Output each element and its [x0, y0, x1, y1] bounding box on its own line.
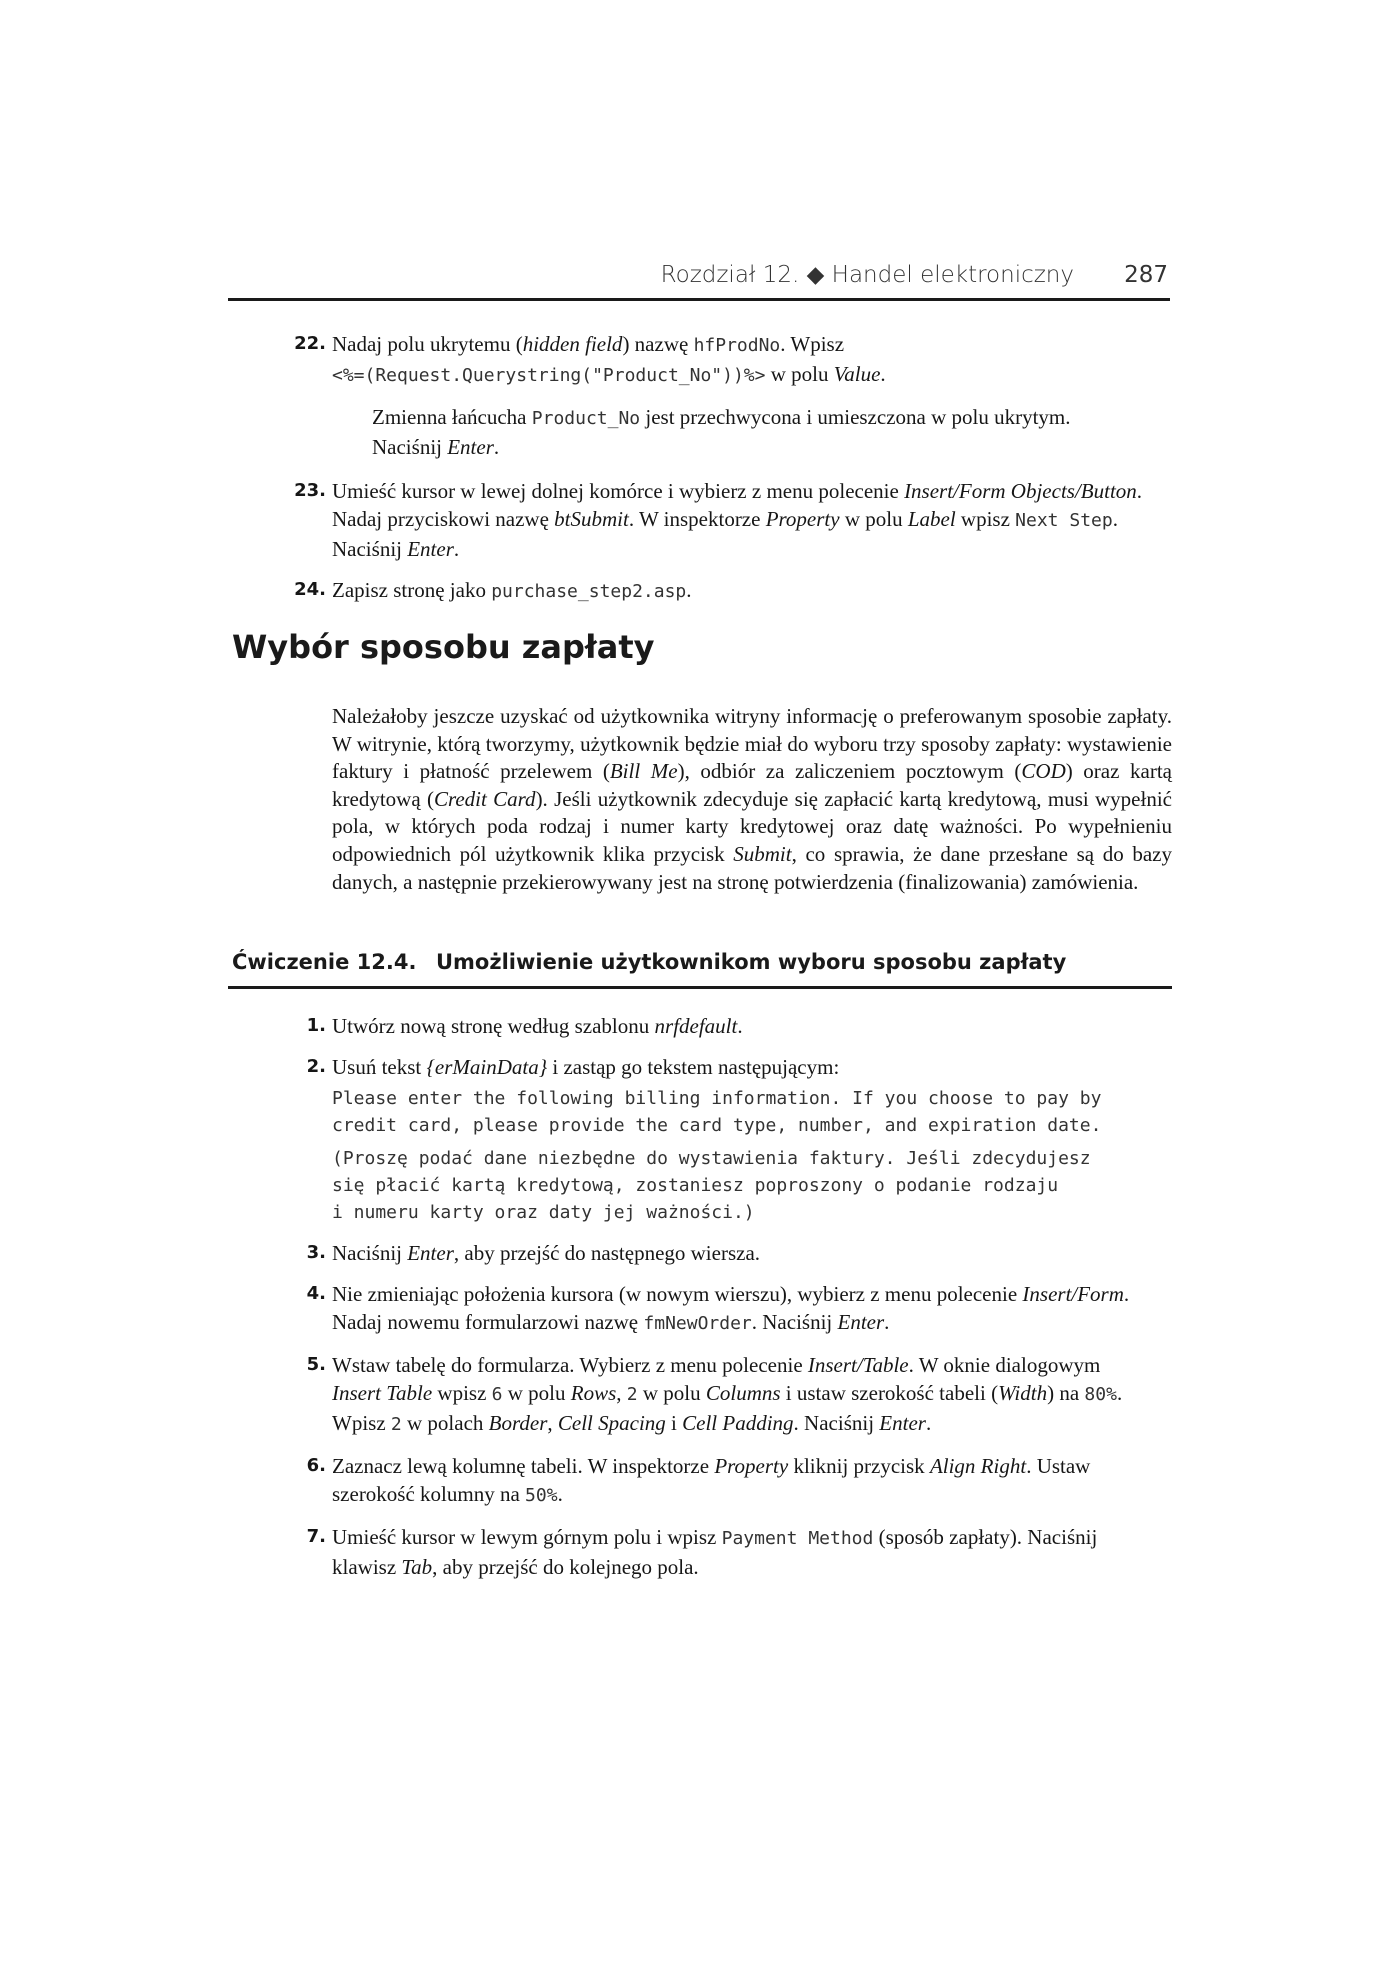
step-text: . W inspektorze: [628, 507, 766, 531]
step-number: 4.: [306, 1283, 326, 1304]
step-number: 1.: [306, 1015, 326, 1036]
step-emphasis: Insert/Form Objects/Button: [904, 479, 1137, 503]
step-text: , aby przejść do następnego wiersza.: [453, 1241, 761, 1265]
step-emphasis: Width: [998, 1381, 1048, 1405]
step-text: (sposób zapłaty). Naciśnij klawisz: [332, 1525, 1098, 1579]
step-emphasis: Enter: [407, 537, 454, 561]
exercise-title: Umożliwienie użytkownikom wyboru sposobu zapłaty: [436, 950, 1067, 974]
code-line: (Proszę podać dane niezbędne do wystawienia faktury. Jeśli zdecydujesz: [332, 1148, 1091, 1169]
code-literal: 80%: [1084, 1384, 1117, 1405]
section-paragraph: [332, 703, 1172, 896]
code-line: Please enter the following billing information. If you choose to pay by: [332, 1088, 1102, 1109]
step-text: ) nazwę: [622, 332, 694, 356]
code-literal: Next Step: [1015, 510, 1113, 531]
code-literal: 2: [626, 1384, 638, 1405]
step-text: Umieść kursor w lewej dolnej komórce i wybierz z menu polecenie: [332, 479, 905, 503]
step-text: w polu: [637, 1381, 706, 1405]
note-text: Naciśnij: [372, 435, 448, 459]
step-emphasis: Columns: [705, 1381, 781, 1405]
note-text: Zmienna łańcucha: [372, 405, 532, 429]
step-text: .: [453, 537, 460, 561]
step-text: w polu: [839, 507, 908, 531]
step-text: Nie zmieniając położenia kursora (w nowym wierszu), wybierz z menu polecenie: [332, 1282, 1023, 1306]
step-text: wpisz: [955, 507, 1016, 531]
step-text: .: [557, 1482, 563, 1506]
steps-list-bottom: [306, 1012, 1152, 1594]
step-emphasis: nrfdefault: [654, 1014, 738, 1038]
step-number: 24.: [294, 579, 326, 600]
step-emphasis: Insert Table: [332, 1381, 433, 1405]
list-item: [294, 576, 1152, 606]
step-emphasis: {erMainData}: [426, 1055, 548, 1079]
step-emphasis: Label: [907, 507, 956, 531]
step-text: ) na: [1047, 1381, 1085, 1405]
note-text: .: [493, 435, 500, 459]
step-emphasis: Insert/Table: [807, 1353, 909, 1377]
step-text: Zaznacz lewą kolumnę tabeli. W inspektorze: [332, 1454, 715, 1478]
step-text: w polu: [502, 1381, 571, 1405]
step-emphasis: Property: [714, 1454, 789, 1478]
step-number: 3.: [306, 1242, 326, 1263]
step-text: .: [737, 1014, 743, 1038]
paragraph-text: ) oraz kartą kredytową (: [332, 759, 1172, 811]
step-emphasis: Property: [765, 507, 840, 531]
step-text: .: [925, 1411, 932, 1435]
step-text: Wstaw tabelę do formularza. Wybierz z menu polecenie: [332, 1353, 808, 1377]
code-line: i numeru karty oraz daty jej ważności.): [332, 1202, 755, 1223]
step-text: . Naciśnij: [751, 1310, 838, 1334]
step-text: .: [686, 578, 692, 602]
step-text: . Naciśnij: [332, 507, 1118, 561]
list-item: [306, 1280, 1152, 1338]
step-emphasis: Border: [488, 1411, 548, 1435]
step-text: Nadaj polu ukrytemu (: [332, 332, 523, 356]
code-literal: Product_No: [531, 408, 641, 429]
code-literal: 6: [491, 1384, 503, 1405]
step-emphasis: Rows: [570, 1381, 617, 1405]
step-text: . Nadaj nowemu formularzowi nazwę: [332, 1282, 1130, 1334]
step-emphasis: Enter: [407, 1241, 454, 1265]
step-text: i: [665, 1411, 683, 1435]
step-text: .: [884, 1310, 890, 1334]
step-text: kliknij przycisk: [788, 1454, 930, 1478]
step-number: 5.: [306, 1354, 326, 1375]
step-text: . Wpisz: [780, 332, 845, 356]
step-number: 7.: [306, 1526, 326, 1547]
step-text: . W oknie dialogowym: [908, 1353, 1101, 1377]
list-item: [306, 1351, 1152, 1439]
paragraph-text: Należałoby jeszcze uzyskać od użytkownika witryny informację o preferowanym sposobie zapłaty. W witrynie, którą tworzymy, użytkownik będzie miał do wyboru trzy sposoby zapłaty: wystawienie faktury i płatność przelewem (: [332, 704, 1172, 784]
step-text: . Naciśnij: [793, 1411, 880, 1435]
list-item: [306, 1012, 1152, 1040]
note-text: jest przechwycona i umieszczona w polu ukrytym.: [640, 405, 1071, 429]
step-emphasis: Cell Padding: [682, 1411, 794, 1435]
steps-list-top: [294, 330, 1152, 619]
step-text: Naciśnij: [332, 1241, 408, 1265]
running-header: [228, 258, 1170, 301]
code-literal: Payment Method: [721, 1528, 874, 1549]
step-emphasis: Insert/Form: [1022, 1282, 1124, 1306]
step-emphasis: Align Right: [929, 1454, 1027, 1478]
code-literal: 50%: [525, 1485, 558, 1506]
step-text: Usuń tekst: [332, 1055, 427, 1079]
step-emphasis: Enter: [837, 1310, 885, 1334]
paragraph-emphasis: COD: [1021, 759, 1066, 784]
step-text: wpisz: [432, 1381, 492, 1405]
exercise-heading: [228, 946, 1172, 989]
code-literal: hfProdNo: [693, 335, 781, 356]
paragraph-text: ). Jeśli użytkownik zdecyduje się zapłacić kartą kredytową, musi wypełnić pola, w których poda rodzaj i numer karty kredytowej oraz datę ważności. Po wypełnieniu odpowiednich pól użytkownik klika przycisk: [332, 786, 1172, 866]
step-number: 6.: [306, 1455, 326, 1476]
step-emphasis: Tab: [401, 1555, 433, 1579]
step-text: ,: [547, 1411, 558, 1435]
step-text: .: [880, 362, 886, 386]
step-text: Zapisz stronę jako: [332, 578, 492, 602]
step-number: 2.: [306, 1056, 326, 1077]
exercise-label: Ćwiczenie 12.4.: [232, 950, 417, 974]
paragraph-emphasis: Bill Me: [609, 759, 678, 784]
step-text: i zastąp go tekstem następującym:: [547, 1055, 840, 1079]
step-emphasis: Value: [833, 362, 881, 386]
section-heading: Wybór sposobu zapłaty: [232, 628, 655, 666]
step-text: , aby przejść do kolejnego pola.: [432, 1555, 699, 1579]
step-emphasis: btSubmit: [554, 507, 629, 531]
list-item: [306, 1452, 1152, 1510]
step-text: i ustaw szerokość tabeli (: [780, 1381, 999, 1405]
step-text: w polu: [765, 362, 834, 386]
step-note: [372, 403, 1152, 461]
paragraph-text: , co sprawia, że dane przesłane są do bazy danych, a następnie przekierowywany jest na stronę potwierdzenia (finalizowania) zamówienia.: [332, 841, 1172, 894]
paragraph-emphasis: Submit: [733, 841, 792, 866]
list-item: [306, 1053, 1152, 1226]
step-text: ,: [616, 1381, 627, 1405]
code-literal: fmNewOrder: [643, 1313, 752, 1334]
step-emphasis: Cell Spacing: [557, 1411, 666, 1435]
code-literal: 2: [390, 1414, 402, 1435]
step-text: w polach: [401, 1411, 489, 1435]
step-number: 22.: [294, 333, 326, 354]
step-emphasis: Enter: [879, 1411, 926, 1435]
step-text: . Wpisz: [332, 1381, 1123, 1435]
code-line: credit card, please provide the card type, number, and expiration date.: [332, 1115, 1102, 1136]
paragraph-emphasis: Credit Card: [433, 786, 536, 811]
step-text: . Nadaj przyciskowi nazwę: [332, 479, 1143, 531]
step-text: . Ustaw szerokość kolumny na: [332, 1454, 1091, 1506]
step-emphasis: hidden field: [522, 332, 623, 356]
note-emphasis: Enter: [447, 435, 494, 459]
paragraph-text: ), odbiór za zaliczeniem pocztowym (: [677, 759, 1022, 784]
code-line: się płacić kartą kredytową, zostaniesz poproszony o podanie rodzaju: [332, 1175, 1059, 1196]
code-literal: purchase_step2.asp: [491, 581, 687, 602]
page-number: 287: [1124, 262, 1168, 288]
list-item: [294, 330, 1152, 390]
list-item: [306, 1239, 1152, 1267]
chapter-title: Rozdział 12. ◆ Handel elektroniczny: [660, 262, 1074, 288]
list-item: [306, 1523, 1152, 1581]
step-number: 23.: [294, 480, 326, 501]
list-item: [294, 477, 1152, 563]
code-literal: <%=(Request.Querystring("Product_No"))%>: [332, 365, 766, 386]
code-block: [332, 1085, 1152, 1226]
step-text: Umieść kursor w lewym górnym polu i wpisz: [332, 1525, 722, 1549]
step-text: Utwórz nową stronę według szablonu: [332, 1014, 655, 1038]
